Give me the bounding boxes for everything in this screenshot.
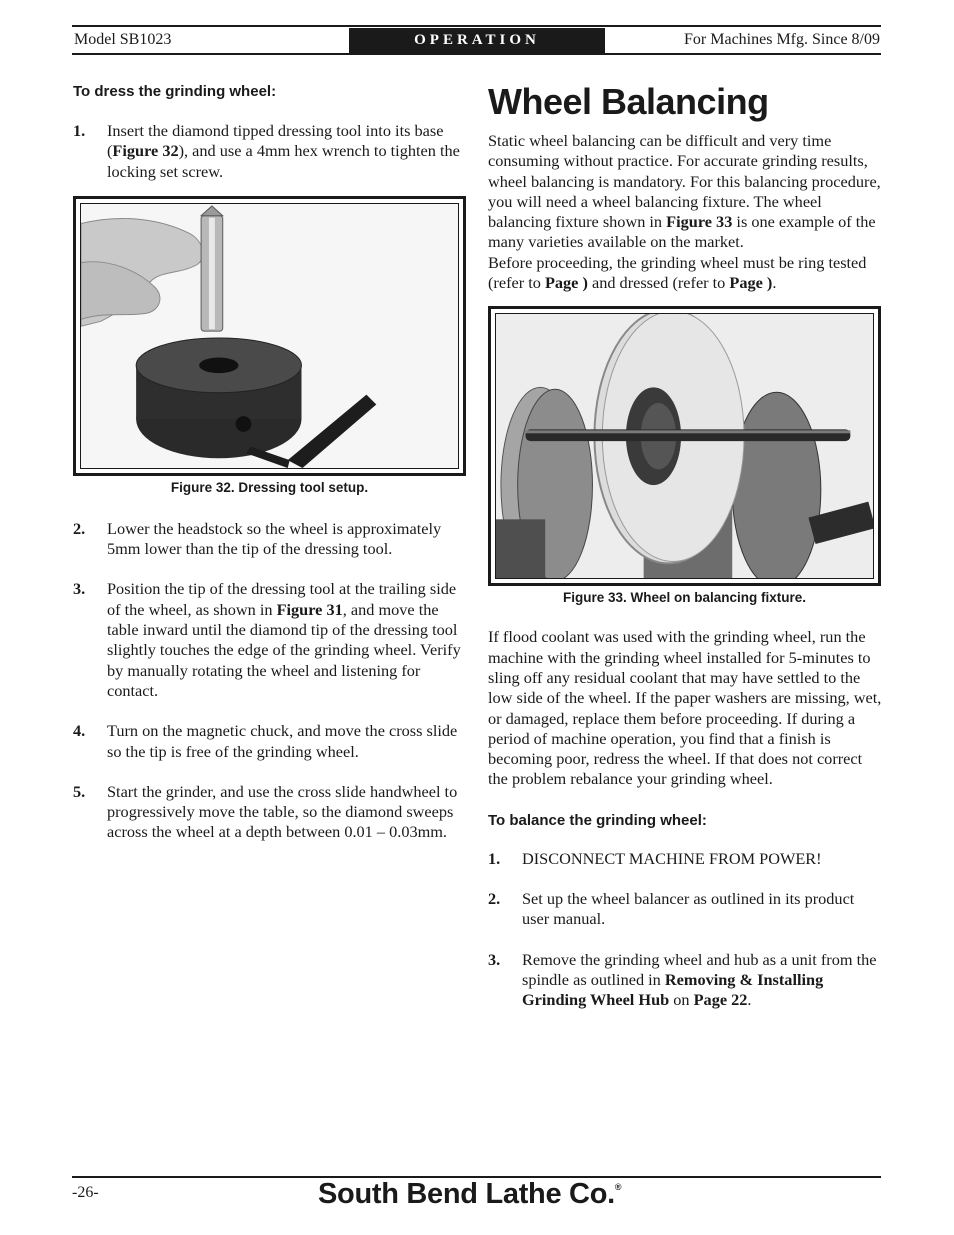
figure-reference: Figure 32 [112, 141, 179, 161]
step-number: 4. [73, 721, 86, 741]
step-text: Set up the wheel balancer as outlined in its product user manual. [522, 889, 855, 929]
page-title: Wheel Balancing [488, 81, 769, 122]
balancing-fixture-illustration [496, 314, 873, 578]
dress-step-3 [73, 579, 465, 701]
step-text-part: ), and use a 4mm hex wrench to tighten the locking set screw. [107, 141, 460, 181]
model-label: Model SB1023 [74, 31, 172, 48]
step-number: 1. [488, 848, 501, 868]
step-number: 2. [73, 518, 86, 538]
figure-33-photo [495, 313, 874, 579]
before-text-part: . [772, 273, 777, 293]
figure-32-caption: Figure 32. Dressing tool setup. [170, 479, 369, 495]
step-text: Lower the headstock so the wheel is approximately 5mm lower than the tip of the dressing tool. [107, 518, 442, 559]
page-reference: Page ) [729, 273, 773, 293]
before-text-part: Before proceeding, the grinding wheel must be ring tested (refer to [488, 252, 867, 293]
section-reference: Removing & Installing Grinding Wheel Hub [522, 969, 824, 1010]
step-text [522, 950, 882, 1011]
registered-mark: ® [614, 1182, 622, 1192]
step-number: 1. [73, 121, 86, 140]
dress-subhead: To dress the grinding wheel: [73, 83, 277, 100]
step-text [107, 121, 465, 182]
step-number: 2. [488, 889, 501, 909]
balance-subhead: To balance the grinding wheel: [488, 811, 707, 829]
right-column [488, 83, 882, 1011]
step-text-part: Position the tip of the dressing tool at the trailing side of the wheel, as shown in [107, 579, 457, 619]
intro-text-part: is one example of the many varieties available on the market. [488, 212, 876, 252]
figure-33-frame [488, 306, 881, 586]
step-text-part: . [747, 990, 752, 1010]
balance-step-2 [488, 889, 882, 930]
page-reference: Page ) [544, 273, 588, 293]
brand-logo [318, 1178, 621, 1211]
step-text-part: Remove the grinding wheel and hub as a unit from the spindle as outlined in [522, 949, 877, 989]
step-text [107, 579, 465, 701]
intro-paragraph [488, 131, 882, 253]
step-text-part: Insert the diamond tipped dressing tool into its base ( [107, 121, 444, 161]
figure-reference: Figure 33 [666, 212, 733, 232]
step-number: 3. [488, 949, 501, 969]
step-text-part: on [669, 990, 694, 1010]
step-text: Turn on the magnetic chuck, and move the cross slide so the tip is free of the grinding wheel. [107, 721, 458, 761]
step-text: Start the grinder, and use the cross slide handwheel to progressively move the table, so the diamond sweeps across the wheel at a depth between 0.01 – 0.03mm. [107, 781, 458, 842]
section-banner: OPERATION [349, 28, 605, 53]
figure-32-frame [73, 196, 466, 476]
header-top-rule [72, 25, 881, 27]
dress-step-4 [73, 721, 465, 762]
page-number: -26- [72, 1184, 99, 1201]
balance-step-1 [488, 849, 882, 869]
figure-33-caption: Figure 33. Wheel on balancing fixture. [562, 590, 807, 606]
before-text-part: and dressed (refer to [587, 273, 730, 293]
brand-name: South Bend Lathe Co. [318, 1178, 615, 1210]
dress-step-1 [73, 121, 465, 182]
dress-step-2 [73, 519, 465, 560]
intro-text-part: Static wheel balancing can be difficult and very time consuming without practice. For accurate grinding results, wheel balancing is mandatory. For this balancing procedure, you will need a wheel balancing fixture. The wheel balancing fixture shown in [488, 131, 881, 232]
step-text-part: , and move the table inward until the diamond tip of the dressing tool slightly touches the edge of the grinding wheel. Verify by manually rotating the wheel and listening for contact. [107, 599, 461, 700]
step-number: 3. [73, 579, 86, 599]
coolant-paragraph: If flood coolant was used with the grinding wheel, run the machine with the grinding wheel installed for 5-minutes to sling off any residual coolant that may have settled to the low side of the wheel. If the paper washers are missing, wet, or damaged, replace them before proceeding. If during a period of machine operation, you find that a finish is becoming poor, redress the wheel. If that does not correct the problem rebalance your grinding wheel. [488, 627, 882, 789]
balance-step-3 [488, 950, 882, 1011]
step-text: DISCONNECT MACHINE FROM POWER! [522, 848, 822, 868]
dressing-tool-illustration [81, 204, 458, 468]
header-bottom-rule [72, 53, 881, 55]
left-column [73, 83, 465, 843]
figure-reference: Figure 31 [276, 599, 343, 619]
figure-32-photo [80, 203, 459, 469]
step-number: 5. [73, 781, 86, 801]
before-proceeding-paragraph [488, 253, 882, 294]
page-reference: Page 22 [693, 990, 748, 1010]
manufacture-date-label: For Machines Mfg. Since 8/09 [684, 31, 880, 48]
dress-step-5 [73, 782, 465, 843]
